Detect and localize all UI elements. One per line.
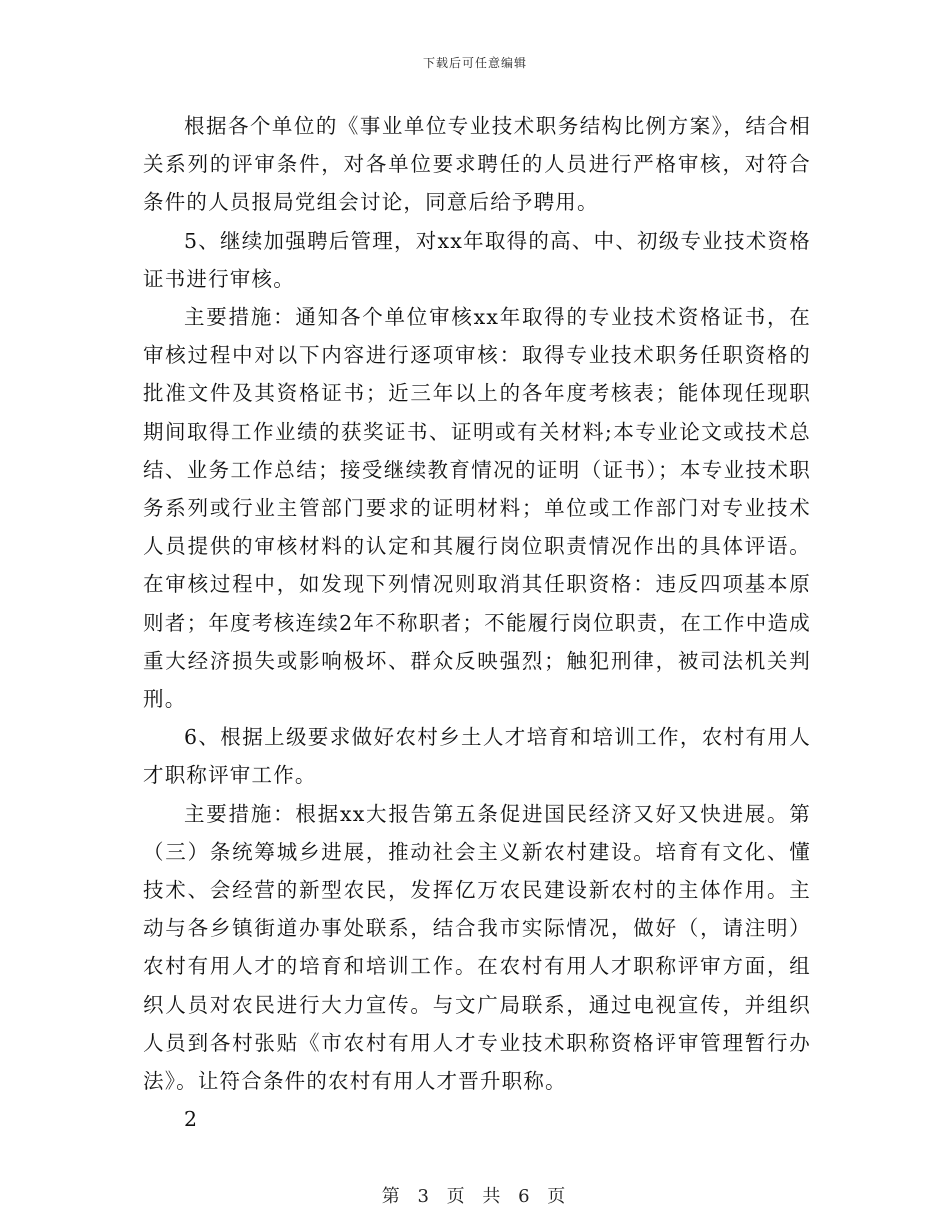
paragraph-item-5: 5、继续加强聘后管理，对xx年取得的高、中、初级专业技术资格证书进行审核。 xyxy=(143,228,811,291)
paragraph-item-6: 6、根据上级要求做好农村乡土人才培育和培训工作，农村有用人才职称评审工作。 xyxy=(143,725,811,788)
paragraph-appointment-review: 根据各个单位的《事业单位专业技术职务结构比例方案》，结合相关系列的评审条件，对各单位要求聘任的人员进行严格审核，对符合条件的人员报局党组会讨论，同意后给予聘用。 xyxy=(143,114,811,215)
page-header-note: 下载后可任意编辑 xyxy=(422,56,527,70)
paragraph-number: 2 xyxy=(184,1107,199,1132)
paragraph-item-6-measures: 主要措施：根据xx大报告第五条促进国民经济又好又快进展。第（三）条统筹城乡进展，推动社会主义新农村建设。培育有文化、懂技术、会经营的新型农民，发挥亿万农民建设新农村的主体作用。主动与各乡镇街道办事处联系，结合我市实际情况，做好（，请注明）农村有用人才的培育和培训工作。在农村有用人才职称评审方面，组织人员对农民进行大力宣传。与文广局联系，通过电视宣传，并组织人员到各村张贴《市农村有用人才专业技术职称资格评审管理暂行办法》。让符合条件的农村有用人才晋升职称。 xyxy=(143,801,811,1094)
document-body xyxy=(143,107,811,1138)
page-number-footer: 第 3 页 共 6 页 xyxy=(381,1186,569,1207)
paragraph-item-5-measures: 主要措施：通知各个单位审核xx年取得的专业技术资格证书，在审核过程中对以下内容进行逐项审核：取得专业技术职务任职资格的批准文件及其资格证书；近三年以上的各年度考核表；能体现任现职期间取得工作业绩的获奖证书、证明或有关材料;本专业论文或技术总结、业务工作总结；接受继续教育情况的证明（证书）；本专业技术职务系列或行业主管部门要求的证明材料；单位或工作部门对专业技术人员提供的审核材料的认定和其履行岗位职责情况作出的具体评语。在审核过程中，如发现下列情况则取消其任职资格：违反四项基本原则者；年度考核连续2年不称职者；不能履行岗位职责，在工作中造成重大经济损失或影响极坏、群众反映强烈；触犯刑律，被司法机关判刑。 xyxy=(143,305,811,712)
